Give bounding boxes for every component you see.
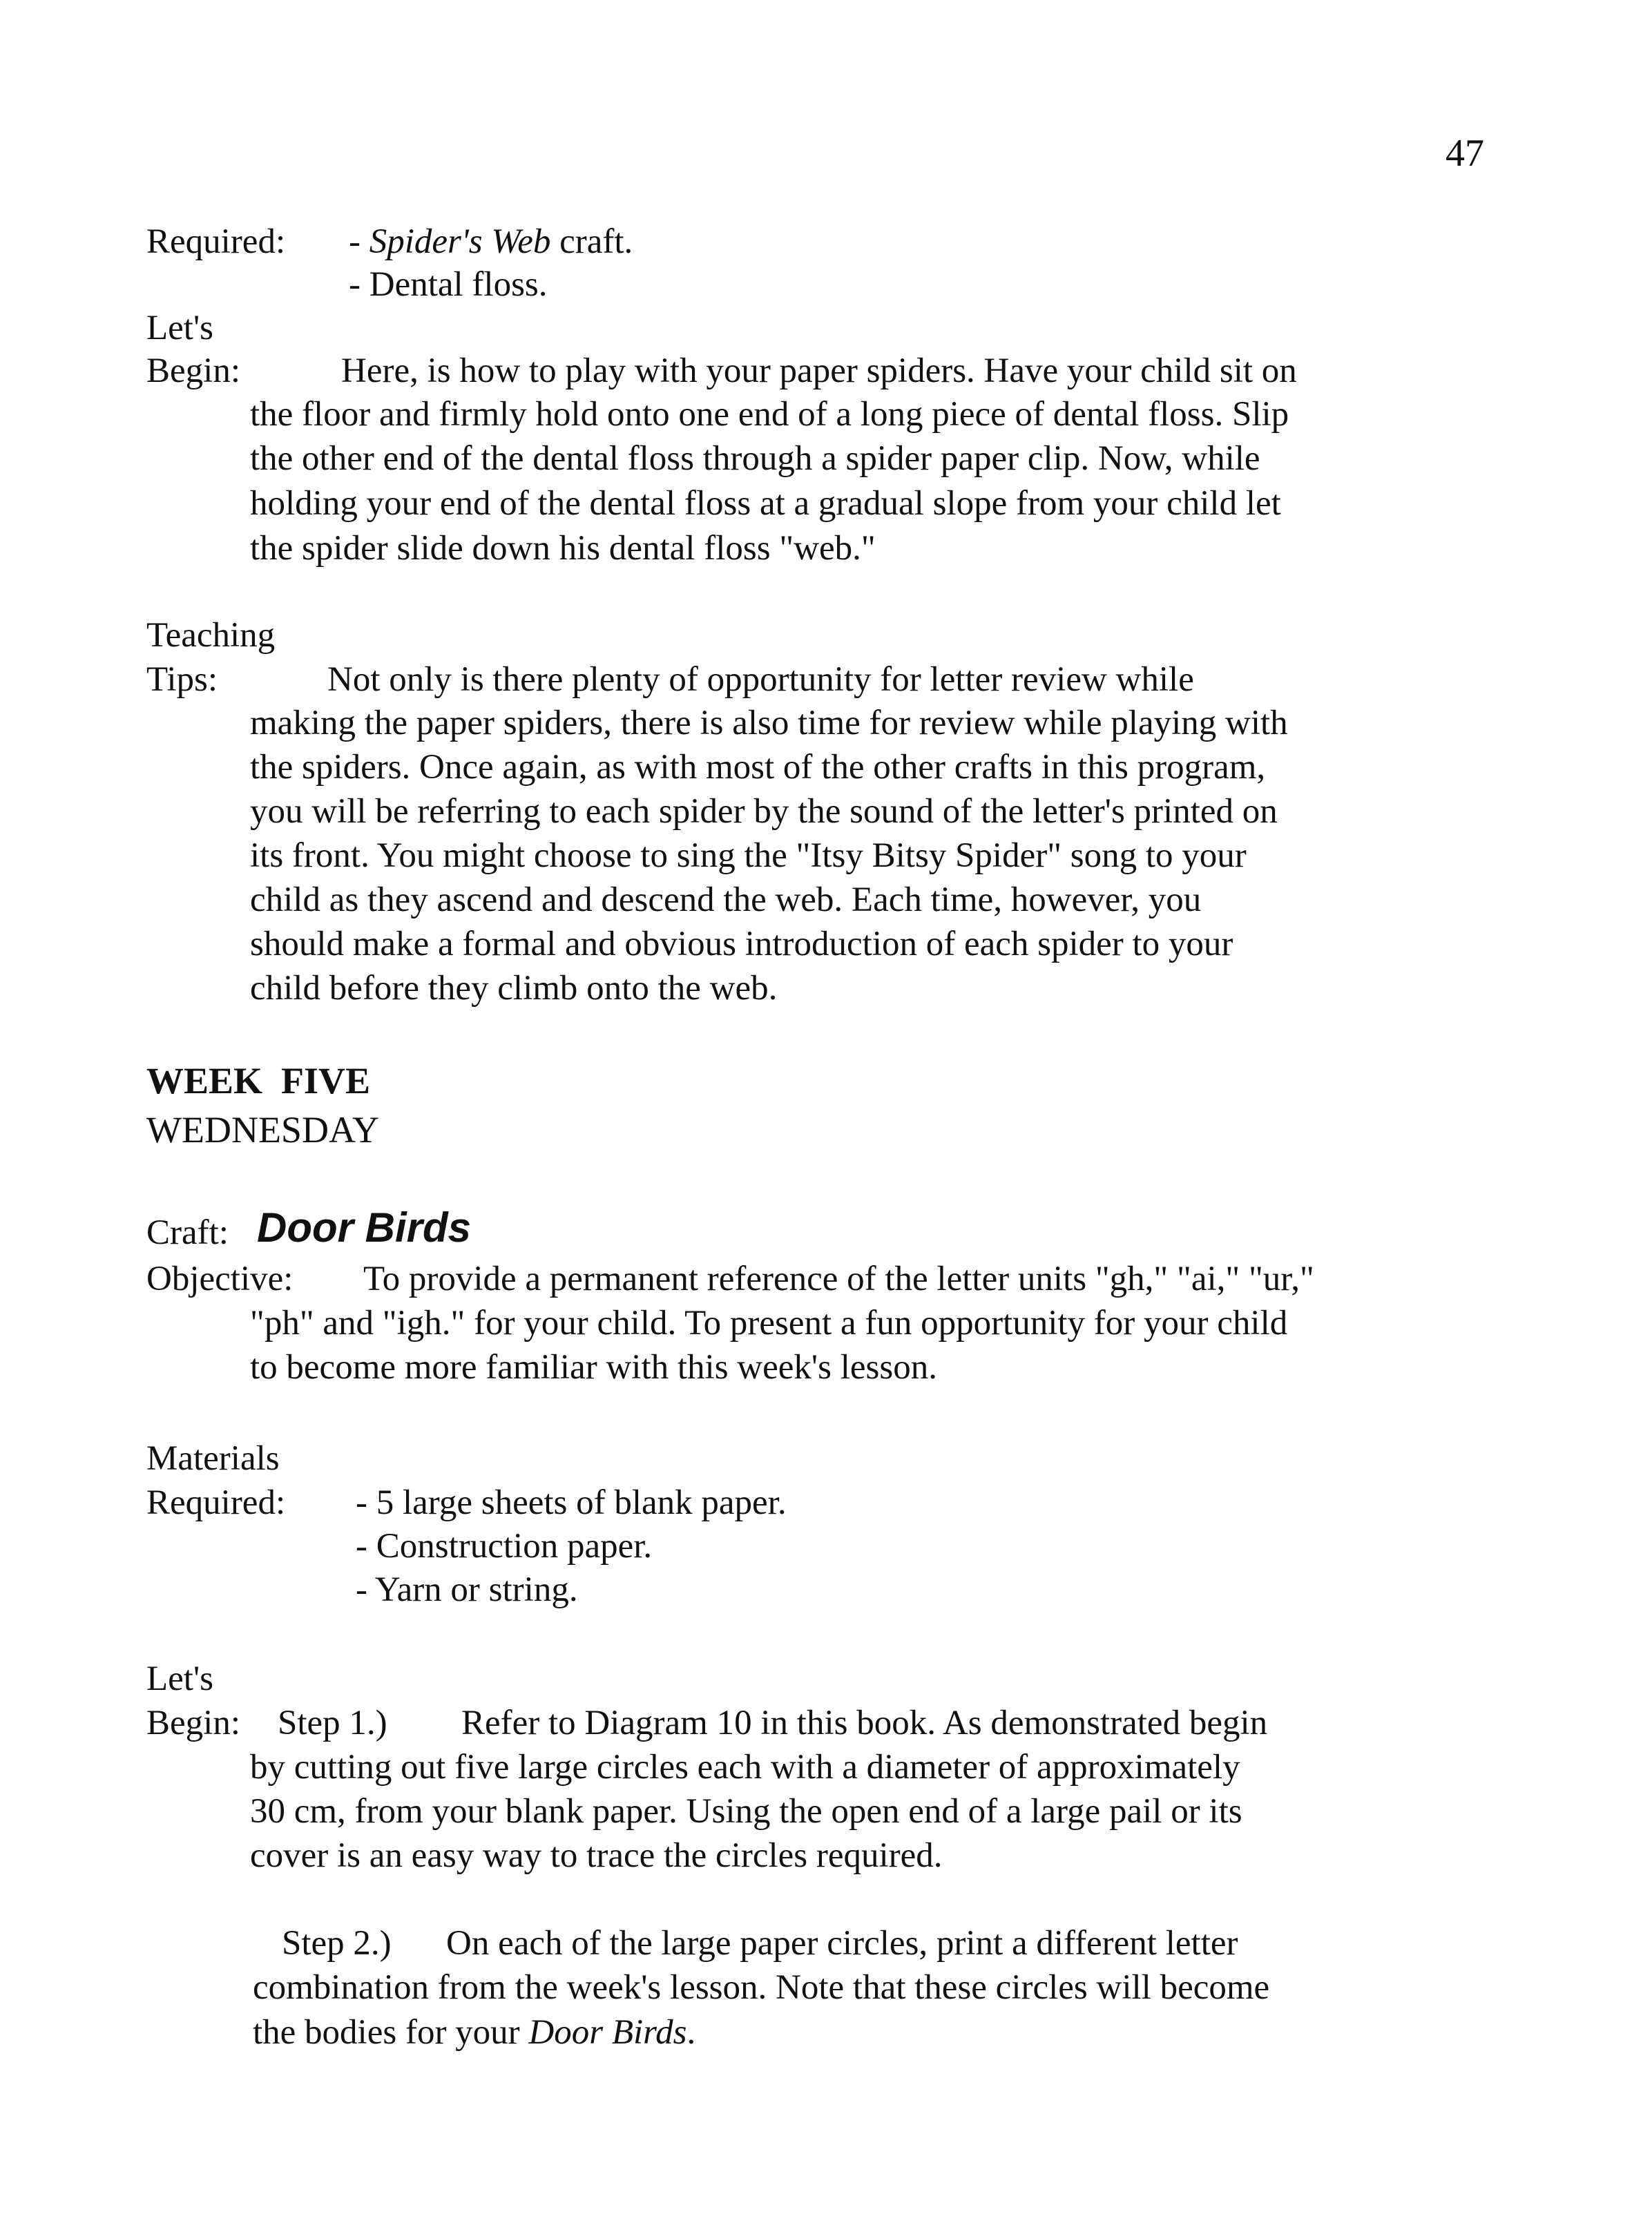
step2-label: Step 2.) — [282, 1924, 392, 1963]
required-item-italic: Spider's Web — [369, 222, 551, 261]
objective-label: Objective: — [146, 1260, 294, 1298]
step1-line-1: Refer to Diagram 10 in this book. As demonstrated begin — [461, 1704, 1268, 1742]
tips-line-5: its front. You might choose to sing the "Itsy Bitsy Spider" song to your — [250, 836, 1247, 875]
tips-line-1: Not only is there plenty of opportunity for letter review while — [327, 660, 1194, 699]
lets-line-4: holding your end of the dental floss at a gradual slope from your child let — [250, 484, 1281, 523]
step1-line-2: by cutting out five large circles each with a diameter of approximately — [250, 1748, 1240, 1787]
objective-line-2: "ph" and "igh." for your child. To present a fun opportunity for your child — [250, 1304, 1288, 1343]
required-label: Required: — [146, 222, 286, 261]
step2-line-2: combination from the week's lesson. Note that these circles will become — [253, 1968, 1270, 2007]
tips-label-1: Teaching — [146, 616, 276, 655]
tips-line-2: making the paper spiders, there is also time for review while playing with — [250, 704, 1288, 742]
begin-label-2: Begin: — [146, 1704, 240, 1742]
craft-label: Craft: — [146, 1213, 229, 1252]
week-heading: WEEK FIVE — [146, 1060, 371, 1101]
page-number: 47 — [1446, 132, 1484, 175]
lets-label-1: Let's — [146, 309, 213, 347]
step1-line-3: 30 cm, from your blank paper. Using the open end of a large pail or its — [250, 1792, 1242, 1831]
materials-label-1: Materials — [146, 1439, 280, 1478]
lets-line-5: the spider slide down his dental floss "web." — [250, 529, 876, 568]
lets-line-1: Here, is how to play with your paper spiders. Have your child sit on — [341, 352, 1297, 390]
tips-line-7: should make a formal and obvious introduction of each spider to your — [250, 925, 1233, 963]
tips-line-4: you will be referring to each spider by the sound of the letter's printed on — [250, 792, 1278, 831]
door-birds-italic: Door Birds — [528, 2013, 687, 2052]
lets-line-3: the other end of the dental floss through a spider paper clip. Now, while — [250, 439, 1260, 478]
tips-line-6: child as they ascend and descend the web. Each time, however, you — [250, 881, 1202, 919]
step1-line-4: cover is an easy way to trace the circles required. — [250, 1836, 943, 1875]
lets-label-2: Begin: — [146, 352, 240, 390]
tips-label-2: Tips: — [146, 660, 218, 699]
material-item-2: - Construction paper. — [356, 1527, 653, 1566]
step1-label: Step 1.) — [278, 1704, 387, 1742]
required-item-1: - Spider's Web craft. — [349, 222, 633, 261]
craft-title: Door Birds — [257, 1204, 472, 1251]
step2-line-1: On each of the large paper circles, print a different letter — [446, 1924, 1238, 1963]
material-item-1: - 5 large sheets of blank paper. — [356, 1483, 787, 1522]
objective-line-1: To provide a permanent reference of the letter units "gh," "ai," "ur," — [363, 1260, 1314, 1298]
required-item-2: - Dental floss. — [349, 265, 548, 304]
day-heading: WEDNESDAY — [146, 1109, 379, 1151]
lets-line-2: the floor and firmly hold onto one end of a long piece of dental floss. Slip — [250, 395, 1289, 434]
step2-line-3: the bodies for your Door Birds. — [253, 2013, 696, 2052]
materials-label-2: Required: — [146, 1483, 286, 1522]
begin-label-1: Let's — [146, 1659, 213, 1698]
tips-line-3: the spiders. Once again, as with most of the other crafts in this program, — [250, 748, 1266, 787]
material-item-3: - Yarn or string. — [356, 1570, 578, 1609]
objective-line-3: to become more familiar with this week's lesson. — [250, 1348, 937, 1387]
tips-line-8: child before they climb onto the web. — [250, 969, 778, 1008]
